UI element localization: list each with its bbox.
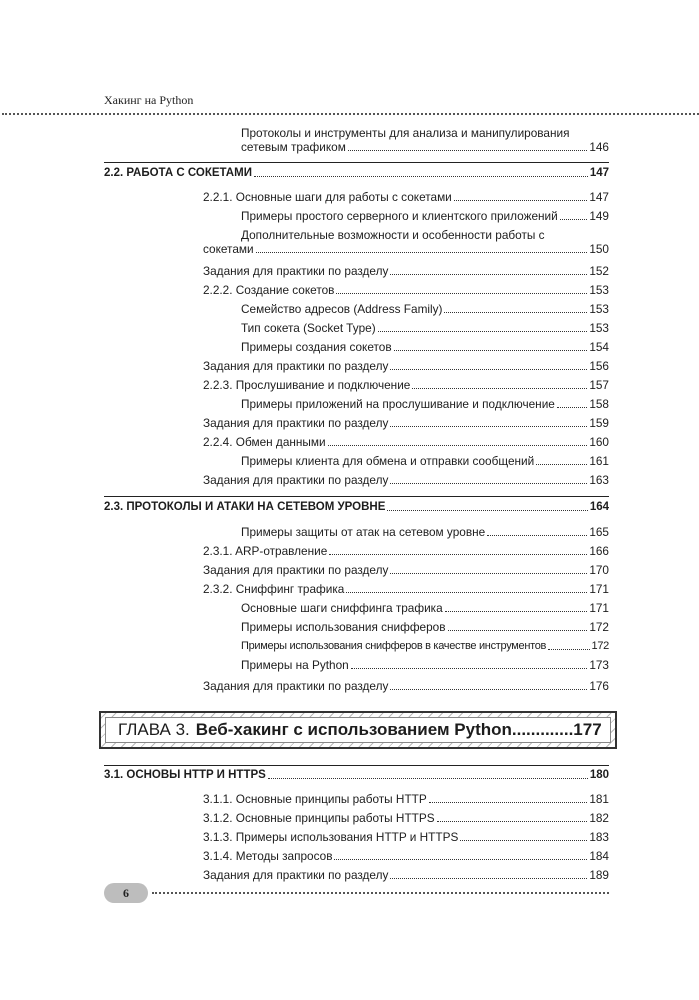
toc-page-number: 165 [589,525,609,539]
leader-dots [387,510,587,511]
toc-section-title: 2.2. РАБОТА С СОКЕТАМИ [104,167,252,179]
leader-dots [390,483,587,484]
toc-page-number: 153 [589,302,609,316]
section-divider [104,162,609,163]
toc-entry-text: 2.3.2. Сниффинг трафика [203,582,345,596]
chapter-leader-dots: ............. [511,720,574,739]
toc-page-number: 157 [589,378,609,392]
toc-page-number: 176 [589,679,609,693]
toc-entry [203,849,609,863]
toc-entry [241,340,609,354]
leader-dots [329,554,587,555]
toc-entry-text: Семейство адресов (Address Family) [241,302,443,316]
toc-entry-text: Примеры простого серверного и клиентского приложений [241,209,558,223]
leader-dots [394,350,588,351]
leader-dots [346,592,587,593]
toc-entry [241,620,609,634]
leader-dots [334,859,587,860]
toc-entry [241,601,609,615]
toc-page-number: 170 [589,563,609,577]
toc-page-number: 159 [589,416,609,430]
toc-entry [203,435,609,449]
toc-page-number: 164 [589,501,609,513]
leader-dots [390,274,587,275]
toc-page-number: 160 [589,435,609,449]
chapter-page-number: 177 [573,720,602,739]
toc-entry [241,639,609,653]
toc-entry-text: Задания для практики по разделу [203,264,389,278]
toc-entry-text: Протоколы и инструменты для анализа и манипулирования [241,126,570,140]
section-divider [104,765,609,766]
toc-page-number: 146 [589,140,609,154]
toc-section-title: 3.1. ОСНОВЫ HTTP И HTTPS [104,769,266,781]
leader-dots [548,649,589,650]
toc-entry-text: 2.2.3. Прослушивание и подключение [203,378,411,392]
toc-entry [241,209,609,223]
chapter-heading [105,717,611,743]
toc-page-number: 153 [589,321,609,335]
running-header: Хакинг на Python [104,93,194,107]
toc-section [104,500,609,514]
leader-dots [412,388,587,389]
toc-entry [203,544,609,558]
toc-page-number: 184 [589,849,609,863]
chapter-number: ГЛАВА 3. [118,720,190,739]
toc-page-number: 158 [589,397,609,411]
toc-page-number: 154 [589,340,609,354]
toc-entry-text: Задания для практики по разделу [203,868,389,882]
toc-entry-text: 2.2.4. Обмен данными [203,435,326,449]
leader-dots [429,802,588,803]
toc-page-number: 171 [589,601,609,615]
toc-entry-text: Примеры клиента для обмена и отправки сообщений [241,454,535,468]
leader-dots [254,176,588,177]
toc-entry [203,264,609,278]
leader-dots [536,464,587,465]
toc-entry-text: 2.3.1. ARP-отравление [203,544,328,558]
toc-entry-text: 2.2.2. Создание сокетов [203,283,335,297]
toc-section-title: 2.3. ПРОТОКОЛЫ И АТАКИ НА СЕТЕВОМ УРОВНЕ [104,501,386,513]
toc-entry-text: Задания для практики по разделу [203,473,389,487]
leader-dots [336,293,587,294]
toc-entry [241,397,609,411]
toc-entry [203,830,609,844]
toc-entry-text-cont: сокетами [203,242,254,256]
toc-entry-text: 2.2.1. Основные шаги для работы с сокетами [203,190,452,204]
toc-entry [241,126,609,154]
section-divider [104,496,609,497]
toc-section [104,768,609,782]
toc-entry-text: Тип сокета (Socket Type) [241,321,376,335]
toc-page-number: 156 [589,359,609,373]
toc-page-number: 147 [589,190,609,204]
toc-entry [203,416,609,430]
toc-entry [241,321,609,335]
leader-dots [454,200,588,201]
toc-entry [203,190,609,204]
toc-entry-text: Задания для практики по разделу [203,563,389,577]
footer-divider [152,892,609,894]
leader-dots [378,331,588,332]
toc-entry-text: Задания для практики по разделу [203,359,389,373]
toc-entry [203,378,609,392]
toc-entry-text-cont: сетевым трафиком [241,140,346,154]
toc-page-number: 161 [589,454,609,468]
toc-entry-text: Задания для практики по разделу [203,416,389,430]
toc-page-number: 150 [589,242,609,256]
toc-page-number: 171 [589,582,609,596]
toc-entry-text: Основные шаги сниффинга трафика [241,601,443,615]
toc-entry [203,868,609,882]
toc-entry-text: Примеры использования снифферов в качестве инструментов [241,640,547,652]
toc-page-number: 172 [589,620,609,634]
toc-page-number: 183 [589,830,609,844]
toc-entry [203,359,609,373]
toc-entry-text: 3.1.2. Основные принципы работы HTTPS [203,811,435,825]
leader-dots [560,219,588,220]
toc-page-number: 182 [589,811,609,825]
leader-dots [437,821,588,822]
leader-dots [448,630,588,631]
toc-entry [203,811,609,825]
toc-entry-text: Дополнительные возможности и особенности работы с [241,228,545,242]
toc-page-number: 163 [589,473,609,487]
toc-entry-text: Задания для практики по разделу [203,679,389,693]
toc-page-number: 173 [589,658,609,672]
toc-entry-text: Примеры на Python [241,658,349,672]
leader-dots [557,407,587,408]
toc-entry-text: 3.1.4. Методы запросов [203,849,333,863]
toc-page-number: 180 [589,769,609,781]
toc-page-number: 172 [591,640,609,652]
toc-entry [241,525,609,539]
toc-entry [241,454,609,468]
leader-dots [256,252,588,253]
leader-dots [445,611,588,612]
toc-entry [241,658,609,672]
toc-page-number: 153 [589,283,609,297]
leader-dots [460,840,587,841]
leader-dots [348,150,587,151]
toc-page-number: 166 [589,544,609,558]
toc-entry [203,563,609,577]
toc-page-number: 149 [589,209,609,223]
toc-entry [203,228,609,256]
toc-entry [203,283,609,297]
toc-entry-text: Примеры использования снифферов [241,620,446,634]
toc-page-number: 189 [589,868,609,882]
toc-entry [203,679,609,693]
toc-entry [203,792,609,806]
chapter-heading-frame [99,711,617,749]
leader-dots [390,878,587,879]
leader-dots [390,369,587,370]
toc-entry-text: 3.1.1. Основные принципы работы HTTP [203,792,427,806]
toc-page-number: 152 [589,264,609,278]
leader-dots [487,535,587,536]
chapter-title: Веб-хакинг с использованием Python [195,720,512,739]
toc-entry [241,302,609,316]
toc-section [104,166,609,180]
leader-dots [390,426,587,427]
toc-entry [203,582,609,596]
toc-page-number: 181 [589,792,609,806]
leader-dots [390,573,587,574]
toc-entry-text: Примеры приложений на прослушивание и подключение [241,397,555,411]
page-number: 6 [123,885,129,900]
leader-dots [444,312,587,313]
page-number-badge [104,883,148,903]
leader-dots [268,778,588,779]
toc-entry-text: Примеры создания сокетов [241,340,392,354]
leader-dots [390,689,587,690]
toc-entry-text: 3.1.3. Примеры использования HTTP и HTTPS [203,830,459,844]
toc-entry-text: Примеры защиты от атак на сетевом уровне [241,525,486,539]
leader-dots [328,445,588,446]
toc-page-number: 147 [589,167,609,179]
leader-dots [351,668,588,669]
toc-entry [203,473,609,487]
